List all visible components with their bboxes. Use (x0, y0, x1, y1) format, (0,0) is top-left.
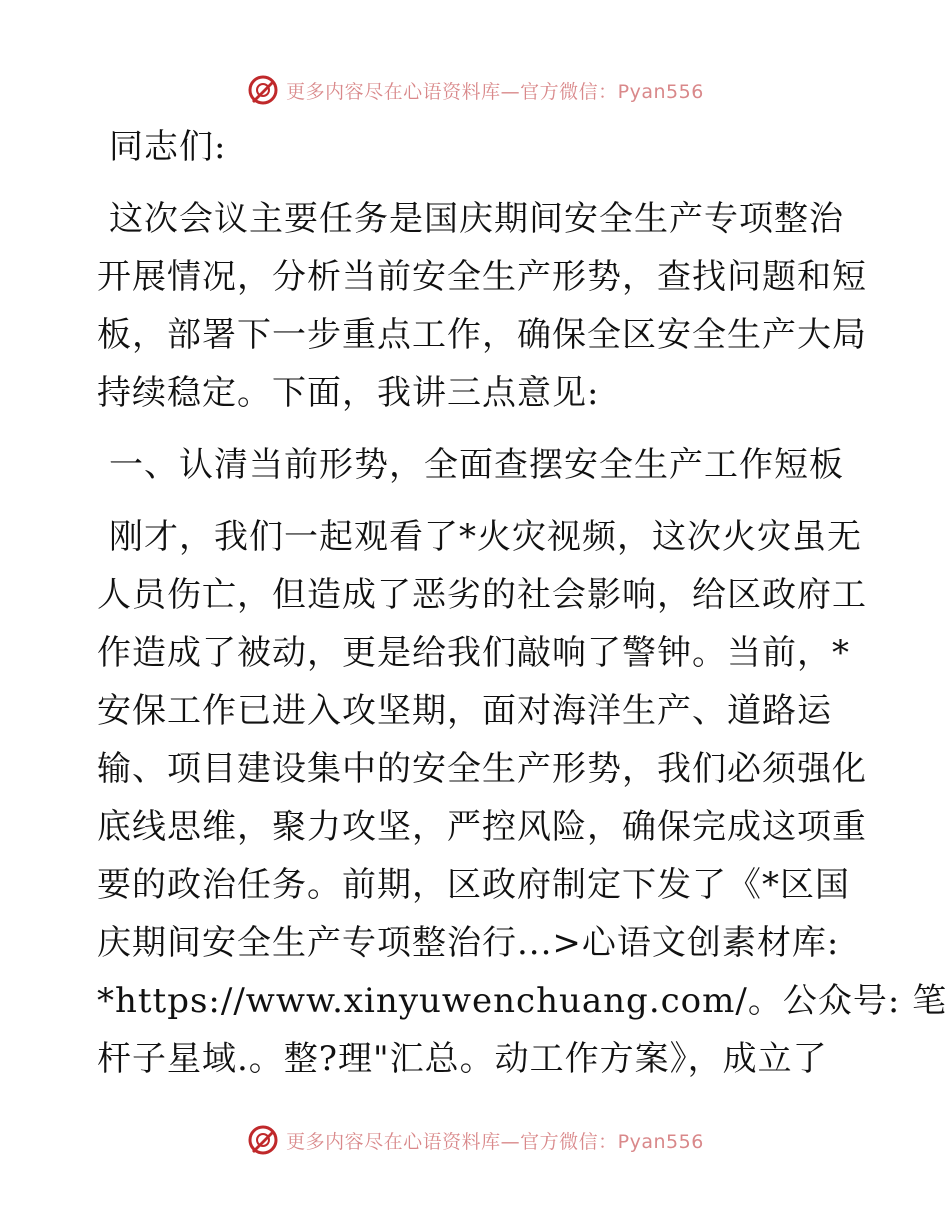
paragraph-line: 底线思维，聚力攻坚，严控风险，确保完成这项重 (97, 807, 867, 847)
paragraph-line: 杆子星域.。整?理"汇总。动工作方案》，成立了 (97, 1039, 828, 1079)
paragraph-line: 安保工作已进入攻坚期，面对海洋生产、道路运 (97, 691, 832, 731)
section-heading: 一、认清当前形势，全面查摆安全生产工作短板 (109, 445, 844, 485)
paragraph-line: 庆期间安全生产专项整治行...>心语文创素材库: (97, 923, 840, 963)
pen-logo-icon (246, 73, 280, 107)
paragraph-line: 作造成了被动，更是给我们敲响了警钟。当前，* (97, 633, 850, 673)
paragraph-line: 持续稳定。下面，我讲三点意见: (97, 373, 600, 413)
paragraph-line: 人员伤亡，但造成了恶劣的社会影响，给区政府工 (97, 575, 867, 615)
paragraph-line: 开展情况，分析当前安全生产形势，查找问题和短 (97, 257, 867, 297)
paragraph-line: 要的政治任务。前期，区政府制定下发了《*区国 (97, 865, 850, 905)
document-body (97, 118, 948, 1088)
watermark-text: 更多内容尽在心语资料库—官方微信：Pyan556 (286, 1130, 704, 1153)
paragraph-1 (97, 190, 867, 422)
paragraph-line: 这次会议主要任务是国庆期间安全生产专项整治 (109, 199, 844, 239)
footer-watermark-banner (0, 1120, 950, 1160)
watermark-text: 更多内容尽在心语资料库—官方微信：Pyan556 (286, 80, 704, 103)
header-watermark-banner (0, 70, 950, 110)
pen-logo-icon (246, 1123, 280, 1157)
paragraph-2 (97, 508, 948, 1088)
paragraph-line: 刚才，我们一起观看了*火灾视频，这次火灾虽无 (109, 517, 862, 557)
paragraph-line: *https://www.xinyuwenchuang.com/。公众号: 笔 (97, 981, 948, 1021)
salutation: 同志们: (109, 127, 227, 167)
paragraph-line: 输、项目建设集中的安全生产形势，我们必须强化 (97, 749, 867, 789)
paragraph-line: 板，部署下一步重点工作，确保全区安全生产大局 (97, 315, 867, 355)
